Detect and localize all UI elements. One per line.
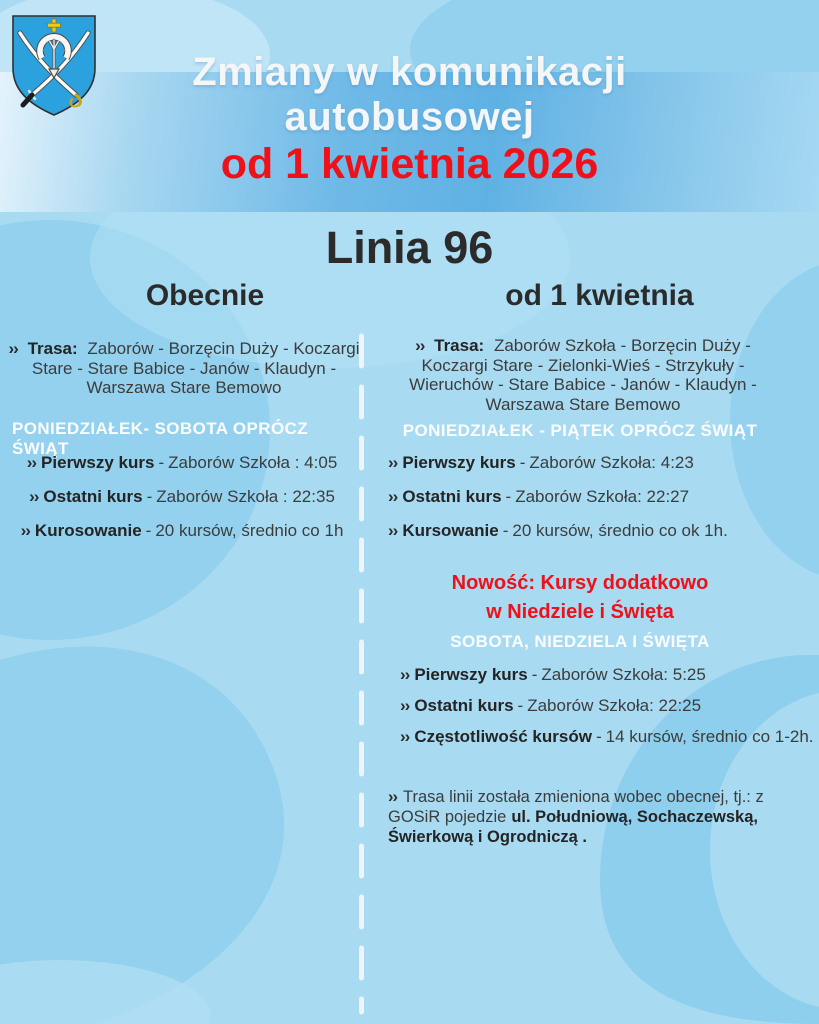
chevrons-icon: ›› — [400, 727, 410, 746]
schedule-item — [400, 665, 818, 685]
item-separator: - — [146, 487, 153, 506]
schedule-item — [388, 453, 818, 473]
title-line-2: autobusowej — [284, 95, 535, 139]
news-line-1: Nowość: Kursy dodatkowo — [451, 572, 709, 594]
schedule-header-weekend: SOBOTA, NIEDZIELA I ŚWIĘTA — [450, 632, 710, 651]
item-value: Zaborów Szkoła: 4:23 — [529, 453, 694, 472]
item-value: Zaborów Szkoła: 22:25 — [527, 696, 702, 715]
item-separator: - — [145, 521, 152, 540]
item-separator: - — [158, 453, 165, 472]
route-new — [387, 336, 779, 414]
item-separator: - — [505, 487, 512, 506]
schedule-item — [388, 521, 818, 541]
chevrons-icon: ›› — [29, 487, 39, 506]
route-current — [8, 339, 360, 398]
chevrons-icon: ›› — [26, 453, 37, 472]
item-label: Pierwszy kurs — [41, 453, 155, 472]
schedule-items-new — [388, 453, 818, 555]
title-date-line: od 1 kwietnia 2026 — [220, 140, 599, 188]
item-value: Zaborów Szkoła: 22:27 — [515, 487, 690, 506]
route-change-note — [388, 787, 778, 847]
route-text: Zaborów - Borzęcin Duży - Koczargi Stare - Stare Babice - Janów - Klaudyn - Warszawa Stare Bemowo — [31, 339, 360, 397]
item-label: Ostatni kurs — [402, 487, 502, 506]
item-value: 20 kursów, średnio co ok 1h. — [512, 521, 728, 540]
item-value: Zaborów Szkoła : 4:05 — [168, 453, 338, 472]
schedule-items-current — [4, 453, 360, 555]
news-line-2: w Niedziele i Święta — [486, 601, 674, 623]
line-heading: Linia 96 — [325, 222, 494, 273]
item-label: Ostatni kurs — [414, 696, 514, 715]
schedule-item — [4, 487, 360, 507]
item-label: Ostatni kurs — [43, 487, 143, 506]
chevrons-icon: ›› — [20, 521, 30, 540]
chevrons-icon: ›› — [8, 339, 18, 358]
route-label: Trasa: — [27, 339, 78, 358]
title-line-1: Zmiany w komunikacji — [192, 50, 627, 94]
chevrons-icon: ›› — [415, 336, 425, 355]
item-separator: - — [517, 696, 524, 715]
schedule-item — [400, 727, 818, 747]
item-value: 14 kursów, średnio co 1-2h. — [605, 727, 814, 746]
schedule-item — [388, 487, 818, 507]
item-label: Pierwszy kurs — [402, 453, 516, 472]
schedule-item — [4, 521, 360, 541]
item-label: Pierwszy kurs — [414, 665, 528, 684]
column-heading-current: Obecnie — [145, 279, 265, 312]
item-label: Częstotliwość kursów — [414, 727, 592, 746]
poster-title — [0, 50, 819, 188]
schedule-header-new: PONIEDZIAŁEK - PIĄTEK OPRÓCZ ŚWIĄT — [402, 421, 758, 440]
chevrons-icon: ›› — [400, 696, 410, 715]
schedule-item — [4, 453, 360, 473]
item-separator: - — [531, 665, 538, 684]
chevrons-icon: ›› — [388, 487, 398, 506]
schedule-items-weekend — [400, 665, 818, 758]
schedule-item — [400, 696, 818, 716]
note-text: Trasa linii została zmieniona wobec obecnej, tj.: z GOSiR pojedzie — [388, 788, 764, 826]
chevrons-icon: ›› — [400, 665, 410, 684]
item-value: Zaborów Szkoła: 5:25 — [541, 665, 706, 684]
item-value: Zaborów Szkoła : 22:35 — [156, 487, 335, 506]
chevrons-icon: ›› — [388, 521, 398, 540]
route-label: Trasa: — [434, 336, 485, 355]
route-text: Zaborów Szkoła - Borzęcin Duży - Koczargi Stare - Zielonki-Wieś - Strzykuły - Wieruchów - Stare Babice - Janów - Klaudyn - Warszawa Stare Bemowo — [409, 336, 757, 414]
chevrons-icon: ›› — [388, 453, 398, 472]
item-separator: - — [502, 521, 509, 540]
item-separator: - — [519, 453, 526, 472]
note-streets: ul. Południową, Sochaczewską, Świerkową i Ogrodniczą . — [388, 808, 758, 846]
item-label: Kurosowanie — [34, 521, 142, 540]
item-separator: - — [595, 727, 602, 746]
chevrons-icon: ›› — [388, 788, 397, 806]
item-value: 20 kursów, średnio co 1h — [155, 521, 344, 540]
column-heading-new: od 1 kwietnia — [505, 279, 694, 312]
item-label: Kursowanie — [402, 521, 499, 540]
schedule-header-current: PONIEDZIAŁEK- SOBOTA OPRÓCZ ŚWIĄT — [12, 419, 309, 458]
news-callout — [384, 569, 776, 627]
